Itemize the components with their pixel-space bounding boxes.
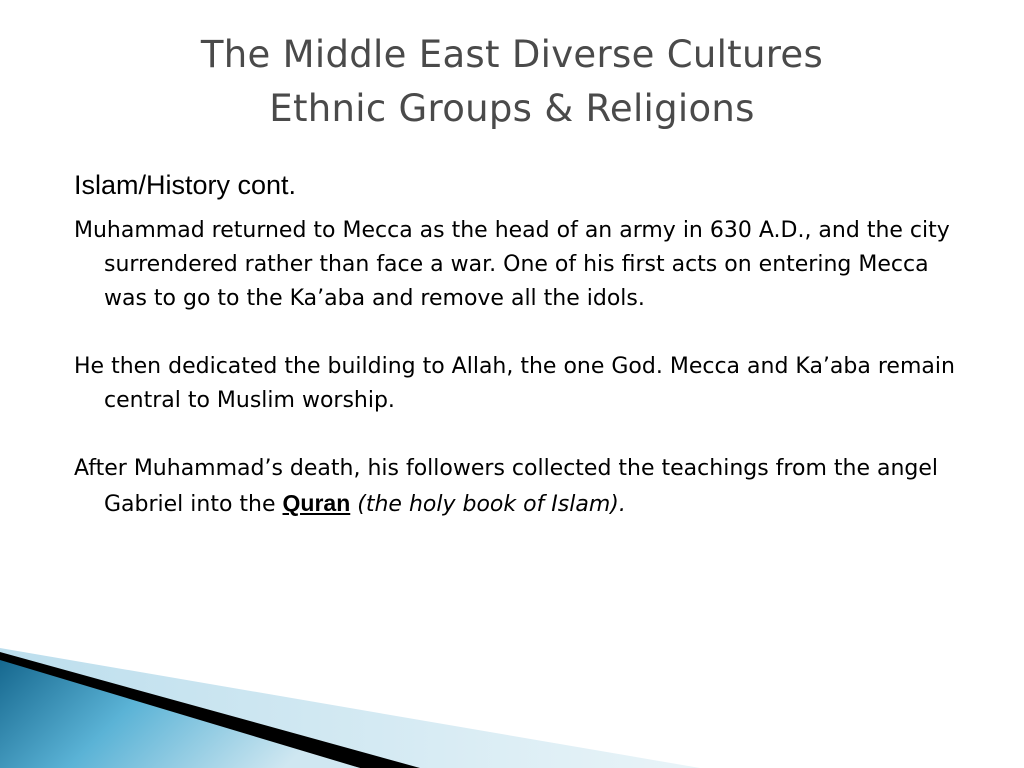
quran-note: (the holy book of Islam).	[357, 492, 626, 517]
slide-body	[74, 214, 974, 522]
title-line-1: The Middle East Diverse Cultures	[200, 33, 824, 76]
paragraph-2: He then dedicated the building to Allah, the one God. Mecca and Ka’aba remain central to Muslim worship.	[74, 354, 955, 413]
corner-decoration	[0, 638, 700, 768]
paragraph-1: Muhammad returned to Mecca as the head of an army in 630 A.D., and the city surrendered rather than face a war. One of his first acts on entering Mecca was to go to the Ka’aba and remove all the idols.	[74, 218, 950, 311]
quran-term: Quran	[282, 490, 351, 516]
slide-title	[0, 28, 1024, 136]
paragraph-3-lead: After Muhammad’s death, his followers collected the teachings from the angel Gabriel into the	[74, 456, 939, 517]
paragraph-3	[74, 452, 974, 522]
section-subheading: Islam/History cont.	[74, 170, 297, 200]
title-line-2: Ethnic Groups & Religions	[269, 87, 755, 130]
